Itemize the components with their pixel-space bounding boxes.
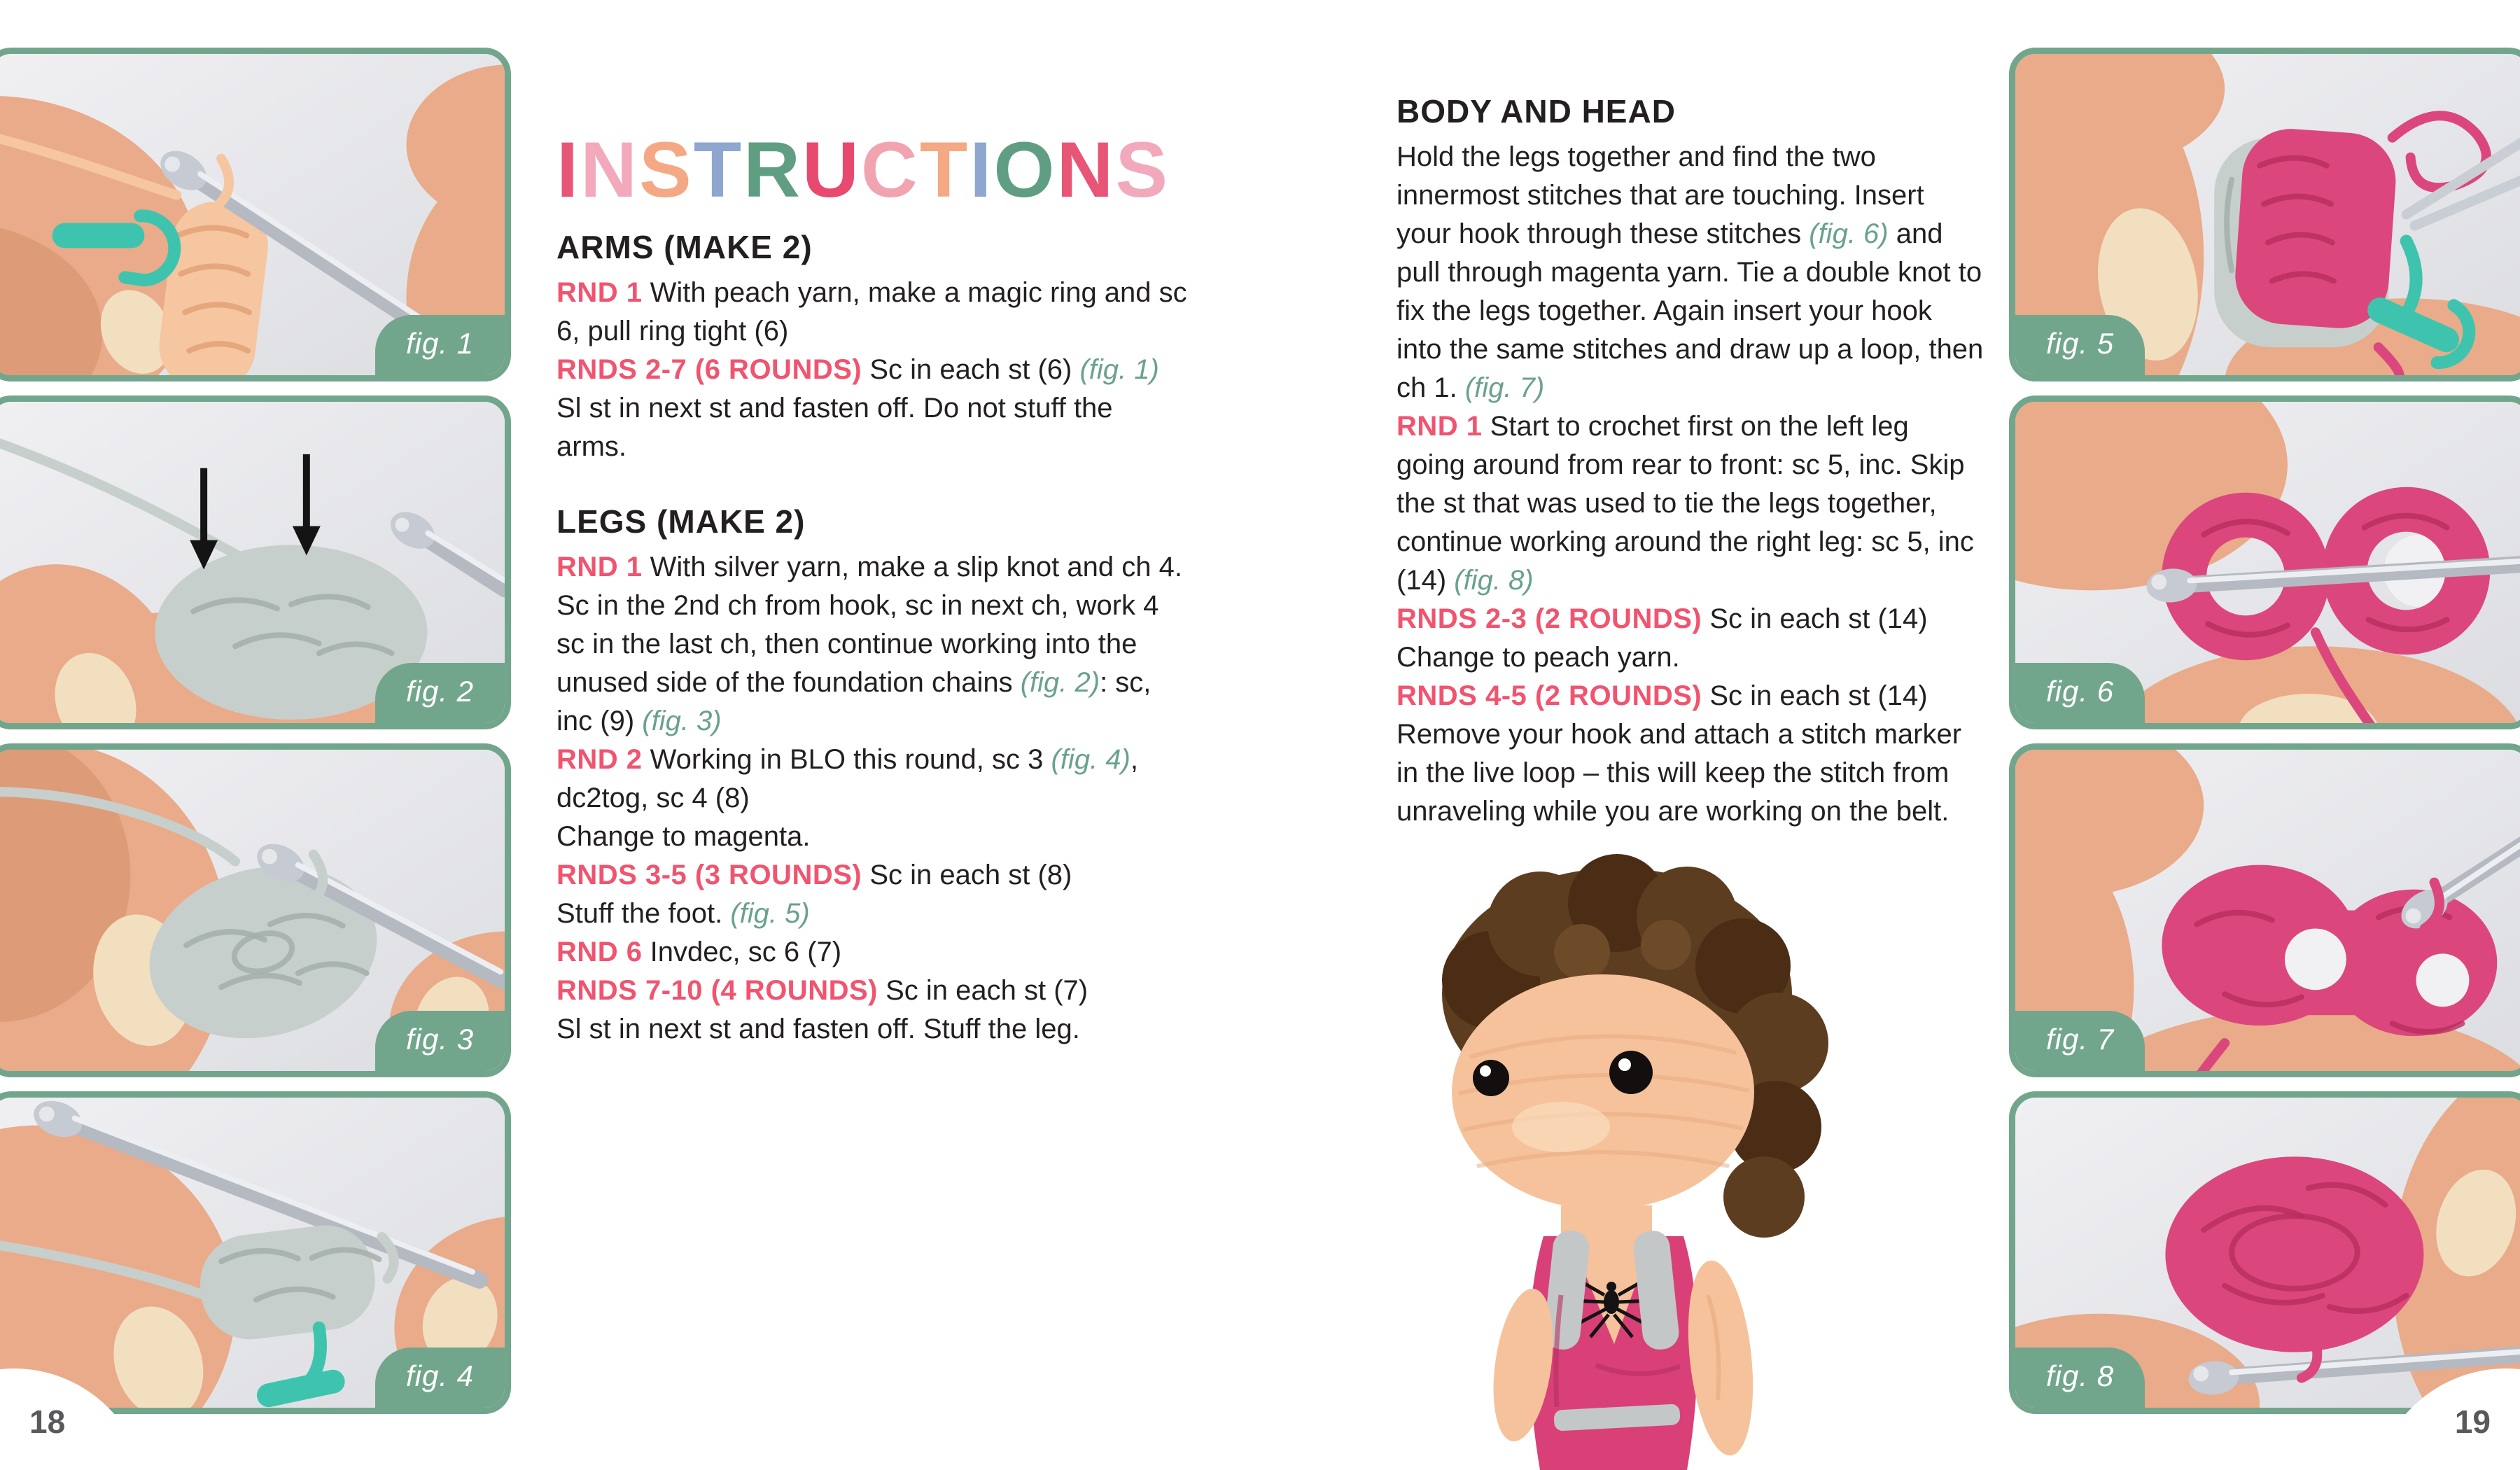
figure-card-7 [2009,743,2520,1077]
figure-card-4 [0,1091,511,1414]
instruction-text: Sc in each st (14) [1702,680,1928,711]
instructions-column-left [556,228,1190,1049]
instruction-text: Change to magenta. [556,821,811,852]
instruction-text: Sc in each st (14) [1702,603,1928,634]
instruction-text: With peach yarn, make a magic ring and sc 6, pull ring tight (6) [556,277,1187,346]
round-label: RND 6 [556,937,643,967]
instruction-paragraph [1396,715,1984,831]
title-letter: U [802,126,861,214]
figure-label: fig. 6 [2015,663,2145,723]
figure-card-1 [0,48,511,382]
round-label: RNDS 4-5 (2 ROUNDS) [1396,680,1702,711]
page-title [556,126,1170,214]
figure-label: fig. 1 [375,315,505,375]
title-letter: S [639,126,694,214]
round-label: RND 1 [556,552,643,582]
title-letter: N [580,126,640,214]
figure-label: fig. 5 [2015,315,2145,375]
title-letter: N [1056,126,1116,214]
round-label: RND 1 [556,277,643,308]
instruction-paragraph [1396,407,1984,600]
figure-card-6 [2009,396,2520,729]
figure-card-3 [0,743,511,1077]
yarn-piece [2165,1156,2423,1352]
round-label: RNDS 7-10 (4 ROUNDS) [556,975,878,1006]
title-letter: T [919,126,970,214]
instruction-text: : sc, inc (9) [556,667,1152,736]
instruction-text: Sc in each st (7) [877,975,1088,1006]
instruction-paragraph [556,895,1190,933]
instruction-paragraph [556,818,1190,856]
instruction-text: Sc in each st (6) [862,354,1080,385]
instruction-paragraph [556,933,1190,972]
instruction-paragraph [556,351,1190,389]
section-heading: LEGS (MAKE 2) [556,503,806,540]
page-number-left: 18 [29,1404,66,1440]
instruction-text: With silver yarn, make a slip knot and ch 4. Sc in the 2nd ch from hook, sc in next ch, work 4 sc in the last ch, then continue working into the unused side of the foundation chains [556,552,1182,698]
figure-label: fig. 4 [375,1348,505,1408]
instruction-text: Start to crochet first on the left leg going around from rear to front: sc 5, inc. Skip the st that was used to tie the legs together, continue working around the right leg: sc 5, inc (14) [1396,411,1974,596]
section-heading: ARMS (MAKE 2) [556,229,813,265]
round-label: RND 2 [556,744,643,775]
section-heading: BODY AND HEAD [1396,93,1676,130]
instruction-text: , dc2tog, sc 4 (8) [556,744,1138,813]
instruction-text: Sl st in next st and fasten off. Do not stuff the arms. [556,393,1113,462]
figure-reference: (fig. 8) [1454,565,1534,596]
instruction-text: and pull through magenta yarn. Tie a double knot to fix the legs together. Again insert your hook into the same stitches and draw up a loop, then ch 1. [1396,218,1984,403]
doll-photo [1386,847,1834,1470]
figure-label: fig. 8 [2015,1348,2145,1408]
page-number-right: 19 [2454,1404,2491,1440]
instruction-text: Invdec, sc 6 (7) [642,937,842,967]
instruction-text: Remove your hook and attach a stitch marker in the live loop – this will keep the stitch from unraveling while you are working on the belt. [1396,719,1962,827]
instruction-paragraph [556,972,1190,1010]
doll-illustration [1386,847,1834,1470]
round-label: RNDS 2-3 (2 ROUNDS) [1396,603,1702,634]
figure-reference: (fig. 7) [1464,372,1545,403]
instruction-text: Stuff the foot. [556,898,731,929]
figure-reference: (fig. 3) [642,706,722,736]
figure-label: fig. 7 [2015,1011,2145,1071]
title-letter: I [556,126,581,214]
instruction-paragraph [556,389,1190,466]
instruction-paragraph [1396,600,1984,638]
instruction-paragraph [1396,638,1984,677]
instruction-paragraph [556,1010,1190,1049]
figure-card-2 [0,396,511,729]
instruction-paragraph [556,274,1190,351]
title-letter: C [860,126,920,214]
title-letter: I [969,126,994,214]
instruction-paragraph [1396,677,1984,715]
figure-card-8 [2009,1091,2520,1414]
instruction-text: Sc in each st (8) [862,860,1072,890]
title-letter: T [693,126,744,214]
instruction-paragraph [556,548,1190,741]
title-letter: R [743,126,803,214]
instruction-text: Working in BLO this round, sc 3 [642,744,1051,775]
title-letter: O [993,126,1057,214]
figure-label: fig. 2 [375,663,505,723]
instruction-text: Sl st in next st and fasten off. Stuff the leg. [556,1014,1080,1044]
round-label: RNDS 2-7 (6 ROUNDS) [556,354,862,385]
doll-body [1485,1205,1761,1470]
figure-reference: (fig. 5) [730,898,810,929]
figure-reference: (fig. 4) [1051,744,1130,775]
figure-reference: (fig. 6) [1809,218,1889,249]
figure-reference: (fig. 1) [1079,354,1159,385]
instruction-text: Hold the legs together and find the two innermost stitches that are touching. Insert your hook through these stitches [1396,141,1924,249]
instruction-text: Change to peach yarn. [1396,642,1680,673]
figure-label: fig. 3 [375,1011,505,1071]
instruction-paragraph [556,741,1190,818]
figure-reference: (fig. 2) [1020,667,1100,698]
figure-card-5 [2009,48,2520,382]
instructions-column-right [1396,92,1984,831]
title-letter: S [1115,126,1170,214]
round-label: RNDS 3-5 (3 ROUNDS) [556,860,862,890]
round-label: RND 1 [1396,411,1483,442]
instruction-paragraph [556,856,1190,895]
instruction-paragraph [1396,138,1984,407]
